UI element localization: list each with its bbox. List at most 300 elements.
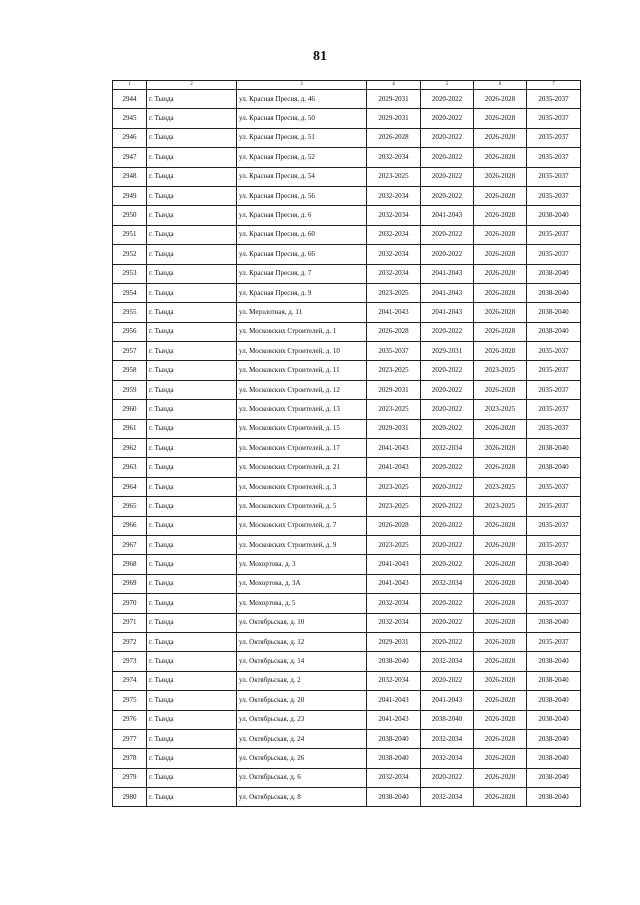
row-number: 2980 [113, 788, 147, 807]
period-2-cell: 2020-2022 [421, 225, 474, 244]
period-1-cell: 2032-2034 [367, 206, 421, 225]
period-4-cell: 2035-2037 [527, 400, 581, 419]
city-cell: г. Тында [147, 361, 237, 380]
city-cell: г. Тында [147, 788, 237, 807]
period-3-cell: 2026-2028 [474, 555, 527, 574]
city-cell: г. Тында [147, 419, 237, 438]
header-cell-1: 1 [113, 81, 147, 90]
table-row [113, 128, 581, 147]
period-2-cell: 2032-2034 [421, 439, 474, 458]
period-2-cell: 2032-2034 [421, 729, 474, 748]
address-cell: ул. Московских Строителей, д. 11 [237, 361, 367, 380]
table-row [113, 749, 581, 768]
header-cell-7: 7 [527, 81, 581, 90]
period-2-cell: 2032-2034 [421, 652, 474, 671]
table-row [113, 439, 581, 458]
table-row [113, 400, 581, 419]
address-cell: ул. Московских Строителей, д. 17 [237, 439, 367, 458]
period-3-cell: 2026-2028 [474, 206, 527, 225]
period-1-cell: 2032-2034 [367, 148, 421, 167]
address-cell: ул. Красная Пресня, д. 9 [237, 283, 367, 302]
city-cell: г. Тында [147, 303, 237, 322]
city-cell: г. Тында [147, 148, 237, 167]
period-2-cell: 2020-2022 [421, 90, 474, 109]
period-1-cell: 2029-2031 [367, 380, 421, 399]
address-cell: ул. Московских Строителей, д. 15 [237, 419, 367, 438]
period-3-cell: 2026-2028 [474, 671, 527, 690]
period-1-cell: 2026-2028 [367, 322, 421, 341]
period-2-cell: 2020-2022 [421, 419, 474, 438]
table-row [113, 225, 581, 244]
city-cell: г. Тында [147, 400, 237, 419]
period-1-cell: 2032-2034 [367, 245, 421, 264]
period-4-cell: 2035-2037 [527, 342, 581, 361]
period-3-cell: 2026-2028 [474, 788, 527, 807]
city-cell: г. Тында [147, 225, 237, 244]
row-number: 2975 [113, 691, 147, 710]
row-number: 2979 [113, 768, 147, 787]
period-4-cell: 2038-2040 [527, 303, 581, 322]
period-2-cell: 2020-2022 [421, 594, 474, 613]
period-4-cell: 2035-2037 [527, 632, 581, 651]
address-cell: ул. Мохортова, д. 5 [237, 594, 367, 613]
address-cell: ул. Московских Строителей, д. 5 [237, 497, 367, 516]
row-number: 2971 [113, 613, 147, 632]
row-number: 2955 [113, 303, 147, 322]
city-cell: г. Тында [147, 613, 237, 632]
row-number: 2951 [113, 225, 147, 244]
period-3-cell: 2026-2028 [474, 439, 527, 458]
address-cell: ул. Красная Пресня, д. 52 [237, 148, 367, 167]
row-number: 2959 [113, 380, 147, 399]
row-number: 2968 [113, 555, 147, 574]
period-4-cell: 2038-2040 [527, 729, 581, 748]
city-cell: г. Тында [147, 632, 237, 651]
period-2-cell: 2032-2034 [421, 749, 474, 768]
header-cell-2: 2 [147, 81, 237, 90]
city-cell: г. Тында [147, 380, 237, 399]
period-2-cell: 2020-2022 [421, 613, 474, 632]
period-1-cell: 2041-2043 [367, 458, 421, 477]
period-4-cell: 2038-2040 [527, 768, 581, 787]
period-1-cell: 2038-2040 [367, 652, 421, 671]
city-cell: г. Тында [147, 245, 237, 264]
period-1-cell: 2032-2034 [367, 768, 421, 787]
header-cell-5: 5 [421, 81, 474, 90]
period-2-cell: 2020-2022 [421, 458, 474, 477]
row-number: 2972 [113, 632, 147, 651]
period-4-cell: 2038-2040 [527, 283, 581, 302]
address-cell: ул. Мохортова, д. 3 [237, 555, 367, 574]
address-cell: ул. Октябрьская, д. 12 [237, 632, 367, 651]
address-cell: ул. Октябрьская, д. 8 [237, 788, 367, 807]
address-cell: ул. Красная Пресня, д. 46 [237, 90, 367, 109]
address-cell: ул. Московских Строителей, д. 13 [237, 400, 367, 419]
city-cell: г. Тында [147, 555, 237, 574]
period-3-cell: 2026-2028 [474, 380, 527, 399]
period-1-cell: 2023-2025 [367, 535, 421, 554]
row-number: 2963 [113, 458, 147, 477]
period-3-cell: 2026-2028 [474, 613, 527, 632]
period-1-cell: 2038-2040 [367, 788, 421, 807]
table-row [113, 167, 581, 186]
city-cell: г. Тында [147, 109, 237, 128]
city-cell: г. Тында [147, 535, 237, 554]
city-cell: г. Тында [147, 458, 237, 477]
row-number: 2967 [113, 535, 147, 554]
address-cell: ул. Красная Пресня, д. 50 [237, 109, 367, 128]
period-1-cell: 2023-2025 [367, 283, 421, 302]
period-2-cell: 2032-2034 [421, 788, 474, 807]
row-number: 2974 [113, 671, 147, 690]
period-4-cell: 2035-2037 [527, 477, 581, 496]
period-1-cell: 2032-2034 [367, 671, 421, 690]
table-row [113, 361, 581, 380]
row-number: 2956 [113, 322, 147, 341]
table-row [113, 380, 581, 399]
city-cell: г. Тында [147, 128, 237, 147]
period-3-cell: 2023-2025 [474, 400, 527, 419]
table-row [113, 710, 581, 729]
address-cell: ул. Октябрьская, д. 20 [237, 691, 367, 710]
city-cell: г. Тында [147, 322, 237, 341]
table-row [113, 264, 581, 283]
period-2-cell: 2041-2043 [421, 303, 474, 322]
city-cell: г. Тында [147, 439, 237, 458]
address-cell: ул. Московских Строителей, д. 9 [237, 535, 367, 554]
address-cell: ул. Октябрьская, д. 24 [237, 729, 367, 748]
row-number: 2954 [113, 283, 147, 302]
row-number: 2952 [113, 245, 147, 264]
table-row [113, 245, 581, 264]
period-3-cell: 2023-2025 [474, 497, 527, 516]
period-4-cell: 2035-2037 [527, 594, 581, 613]
period-2-cell: 2020-2022 [421, 186, 474, 205]
period-4-cell: 2035-2037 [527, 535, 581, 554]
period-1-cell: 2038-2040 [367, 749, 421, 768]
address-cell: ул. Московских Строителей, д. 21 [237, 458, 367, 477]
city-cell: г. Тында [147, 342, 237, 361]
period-4-cell: 2038-2040 [527, 788, 581, 807]
table-row [113, 186, 581, 205]
table-header [113, 81, 581, 90]
period-3-cell: 2026-2028 [474, 535, 527, 554]
period-2-cell: 2020-2022 [421, 128, 474, 147]
period-1-cell: 2032-2034 [367, 186, 421, 205]
city-cell: г. Тында [147, 206, 237, 225]
period-1-cell: 2032-2034 [367, 225, 421, 244]
city-cell: г. Тында [147, 691, 237, 710]
city-cell: г. Тында [147, 477, 237, 496]
city-cell: г. Тында [147, 749, 237, 768]
period-3-cell: 2026-2028 [474, 419, 527, 438]
period-1-cell: 2026-2028 [367, 516, 421, 535]
table-row [113, 594, 581, 613]
header-cell-6: 6 [474, 81, 527, 90]
period-1-cell: 2023-2025 [367, 167, 421, 186]
row-number: 2977 [113, 729, 147, 748]
period-3-cell: 2026-2028 [474, 128, 527, 147]
row-number: 2953 [113, 264, 147, 283]
period-4-cell: 2035-2037 [527, 128, 581, 147]
period-2-cell: 2041-2043 [421, 206, 474, 225]
table-row [113, 788, 581, 807]
address-cell: ул. Мохортова, д. 3А [237, 574, 367, 593]
city-cell: г. Тында [147, 574, 237, 593]
period-4-cell: 2038-2040 [527, 322, 581, 341]
city-cell: г. Тында [147, 497, 237, 516]
table-row [113, 768, 581, 787]
city-cell: г. Тында [147, 167, 237, 186]
header-cell-3: 3 [237, 81, 367, 90]
period-1-cell: 2041-2043 [367, 574, 421, 593]
period-1-cell: 2041-2043 [367, 303, 421, 322]
period-1-cell: 2041-2043 [367, 439, 421, 458]
period-4-cell: 2038-2040 [527, 691, 581, 710]
address-cell: ул. Красная Пресня, д. 51 [237, 128, 367, 147]
address-cell: ул. Октябрьская, д. 6 [237, 768, 367, 787]
period-2-cell: 2020-2022 [421, 322, 474, 341]
period-4-cell: 2038-2040 [527, 439, 581, 458]
period-3-cell: 2026-2028 [474, 225, 527, 244]
row-number: 2962 [113, 439, 147, 458]
table-row [113, 729, 581, 748]
row-number: 2944 [113, 90, 147, 109]
period-2-cell: 2020-2022 [421, 361, 474, 380]
period-3-cell: 2023-2025 [474, 477, 527, 496]
row-number: 2948 [113, 167, 147, 186]
period-2-cell: 2020-2022 [421, 148, 474, 167]
city-cell: г. Тында [147, 729, 237, 748]
period-4-cell: 2038-2040 [527, 458, 581, 477]
period-4-cell: 2035-2037 [527, 516, 581, 535]
period-2-cell: 2020-2022 [421, 671, 474, 690]
row-number: 2976 [113, 710, 147, 729]
address-cell: ул. Красная Пресня, д. 56 [237, 186, 367, 205]
row-number: 2946 [113, 128, 147, 147]
period-1-cell: 2026-2028 [367, 128, 421, 147]
period-4-cell: 2035-2037 [527, 186, 581, 205]
address-cell: ул. Московских Строителей, д. 3 [237, 477, 367, 496]
address-cell: ул. Красная Пресня, д. 60 [237, 225, 367, 244]
period-1-cell: 2029-2031 [367, 90, 421, 109]
address-cell: ул. Московских Строителей, д. 7 [237, 516, 367, 535]
table-row [113, 322, 581, 341]
period-3-cell: 2026-2028 [474, 710, 527, 729]
address-cell: ул. Октябрьская, д. 23 [237, 710, 367, 729]
address-cell: ул. Красная Пресня, д. 54 [237, 167, 367, 186]
period-1-cell: 2029-2031 [367, 109, 421, 128]
period-4-cell: 2035-2037 [527, 148, 581, 167]
table-row [113, 419, 581, 438]
period-4-cell: 2038-2040 [527, 749, 581, 768]
period-1-cell: 2032-2034 [367, 613, 421, 632]
address-cell: ул. Мерзлотная, д. 11 [237, 303, 367, 322]
table-row [113, 555, 581, 574]
city-cell: г. Тында [147, 652, 237, 671]
period-2-cell: 2041-2043 [421, 264, 474, 283]
period-3-cell: 2026-2028 [474, 516, 527, 535]
period-2-cell: 2020-2022 [421, 400, 474, 419]
table-row [113, 458, 581, 477]
row-number: 2947 [113, 148, 147, 167]
period-2-cell: 2020-2022 [421, 477, 474, 496]
period-1-cell: 2038-2040 [367, 729, 421, 748]
period-4-cell: 2035-2037 [527, 167, 581, 186]
row-number: 2949 [113, 186, 147, 205]
period-1-cell: 2041-2043 [367, 691, 421, 710]
table-row [113, 632, 581, 651]
period-4-cell: 2035-2037 [527, 497, 581, 516]
period-1-cell: 2023-2025 [367, 497, 421, 516]
city-cell: г. Тында [147, 671, 237, 690]
row-number: 2945 [113, 109, 147, 128]
period-2-cell: 2020-2022 [421, 245, 474, 264]
table-row [113, 283, 581, 302]
schedule-table [112, 80, 581, 807]
period-3-cell: 2026-2028 [474, 109, 527, 128]
city-cell: г. Тында [147, 264, 237, 283]
period-3-cell: 2026-2028 [474, 283, 527, 302]
period-2-cell: 2020-2022 [421, 167, 474, 186]
row-number: 2957 [113, 342, 147, 361]
period-4-cell: 2035-2037 [527, 109, 581, 128]
table-row [113, 303, 581, 322]
period-4-cell: 2038-2040 [527, 710, 581, 729]
row-number: 2961 [113, 419, 147, 438]
address-cell: ул. Московских Строителей, д. 10 [237, 342, 367, 361]
period-4-cell: 2038-2040 [527, 574, 581, 593]
period-2-cell: 2038-2040 [421, 710, 474, 729]
period-4-cell: 2038-2040 [527, 264, 581, 283]
table-row [113, 90, 581, 109]
row-number: 2969 [113, 574, 147, 593]
address-cell: ул. Красная Пресня, д. 6 [237, 206, 367, 225]
period-3-cell: 2026-2028 [474, 90, 527, 109]
period-3-cell: 2026-2028 [474, 322, 527, 341]
table-row [113, 516, 581, 535]
table-row [113, 342, 581, 361]
period-4-cell: 2038-2040 [527, 652, 581, 671]
row-number: 2958 [113, 361, 147, 380]
row-number: 2960 [113, 400, 147, 419]
period-4-cell: 2035-2037 [527, 419, 581, 438]
row-number: 2970 [113, 594, 147, 613]
period-2-cell: 2029-2031 [421, 342, 474, 361]
period-3-cell: 2026-2028 [474, 303, 527, 322]
period-4-cell: 2035-2037 [527, 380, 581, 399]
table-row [113, 148, 581, 167]
period-4-cell: 2035-2037 [527, 225, 581, 244]
period-1-cell: 2029-2031 [367, 419, 421, 438]
table-body [113, 90, 581, 807]
period-4-cell: 2035-2037 [527, 245, 581, 264]
table-row [113, 691, 581, 710]
period-1-cell: 2023-2025 [367, 477, 421, 496]
city-cell: г. Тында [147, 186, 237, 205]
period-1-cell: 2023-2025 [367, 400, 421, 419]
row-number: 2966 [113, 516, 147, 535]
row-number: 2965 [113, 497, 147, 516]
address-cell: ул. Красная Пресня, д. 66 [237, 245, 367, 264]
period-3-cell: 2026-2028 [474, 167, 527, 186]
period-2-cell: 2020-2022 [421, 555, 474, 574]
period-2-cell: 2020-2022 [421, 109, 474, 128]
period-3-cell: 2026-2028 [474, 632, 527, 651]
period-1-cell: 2041-2043 [367, 555, 421, 574]
period-4-cell: 2038-2040 [527, 206, 581, 225]
period-1-cell: 2029-2031 [367, 632, 421, 651]
period-2-cell: 2020-2022 [421, 497, 474, 516]
city-cell: г. Тында [147, 90, 237, 109]
address-cell: ул. Октябрьская, д. 14 [237, 652, 367, 671]
table-row [113, 574, 581, 593]
table-row [113, 652, 581, 671]
period-2-cell: 2020-2022 [421, 380, 474, 399]
address-cell: ул. Московских Строителей, д. 12 [237, 380, 367, 399]
period-4-cell: 2038-2040 [527, 613, 581, 632]
period-1-cell: 2032-2034 [367, 264, 421, 283]
city-cell: г. Тында [147, 594, 237, 613]
row-number: 2973 [113, 652, 147, 671]
period-3-cell: 2026-2028 [474, 342, 527, 361]
period-3-cell: 2026-2028 [474, 264, 527, 283]
address-cell: ул. Октябрьская, д. 10 [237, 613, 367, 632]
city-cell: г. Тында [147, 283, 237, 302]
period-3-cell: 2026-2028 [474, 574, 527, 593]
address-cell: ул. Московских Строителей, д. 1 [237, 322, 367, 341]
period-2-cell: 2020-2022 [421, 535, 474, 554]
table-row [113, 206, 581, 225]
header-row [113, 81, 581, 90]
period-3-cell: 2026-2028 [474, 594, 527, 613]
period-2-cell: 2041-2043 [421, 691, 474, 710]
period-2-cell: 2020-2022 [421, 768, 474, 787]
row-number: 2950 [113, 206, 147, 225]
address-cell: ул. Октябрьская, д. 2 [237, 671, 367, 690]
period-2-cell: 2041-2043 [421, 283, 474, 302]
period-3-cell: 2026-2028 [474, 691, 527, 710]
period-3-cell: 2026-2028 [474, 749, 527, 768]
period-3-cell: 2026-2028 [474, 729, 527, 748]
address-cell: ул. Октябрьская, д. 26 [237, 749, 367, 768]
table-row [113, 613, 581, 632]
period-1-cell: 2023-2025 [367, 361, 421, 380]
period-3-cell: 2026-2028 [474, 768, 527, 787]
row-number: 2964 [113, 477, 147, 496]
period-3-cell: 2026-2028 [474, 652, 527, 671]
period-1-cell: 2035-2037 [367, 342, 421, 361]
period-2-cell: 2032-2034 [421, 574, 474, 593]
row-number: 2978 [113, 749, 147, 768]
table-row [113, 477, 581, 496]
period-3-cell: 2026-2028 [474, 458, 527, 477]
period-4-cell: 2035-2037 [527, 361, 581, 380]
period-4-cell: 2038-2040 [527, 671, 581, 690]
page-number: 81 [313, 49, 327, 64]
city-cell: г. Тында [147, 768, 237, 787]
period-1-cell: 2032-2034 [367, 594, 421, 613]
period-3-cell: 2026-2028 [474, 148, 527, 167]
period-3-cell: 2026-2028 [474, 245, 527, 264]
table-row [113, 109, 581, 128]
address-cell: ул. Красная Пресня, д. 7 [237, 264, 367, 283]
city-cell: г. Тында [147, 710, 237, 729]
period-3-cell: 2023-2025 [474, 361, 527, 380]
period-2-cell: 2020-2022 [421, 516, 474, 535]
period-4-cell: 2035-2037 [527, 90, 581, 109]
table-row [113, 535, 581, 554]
